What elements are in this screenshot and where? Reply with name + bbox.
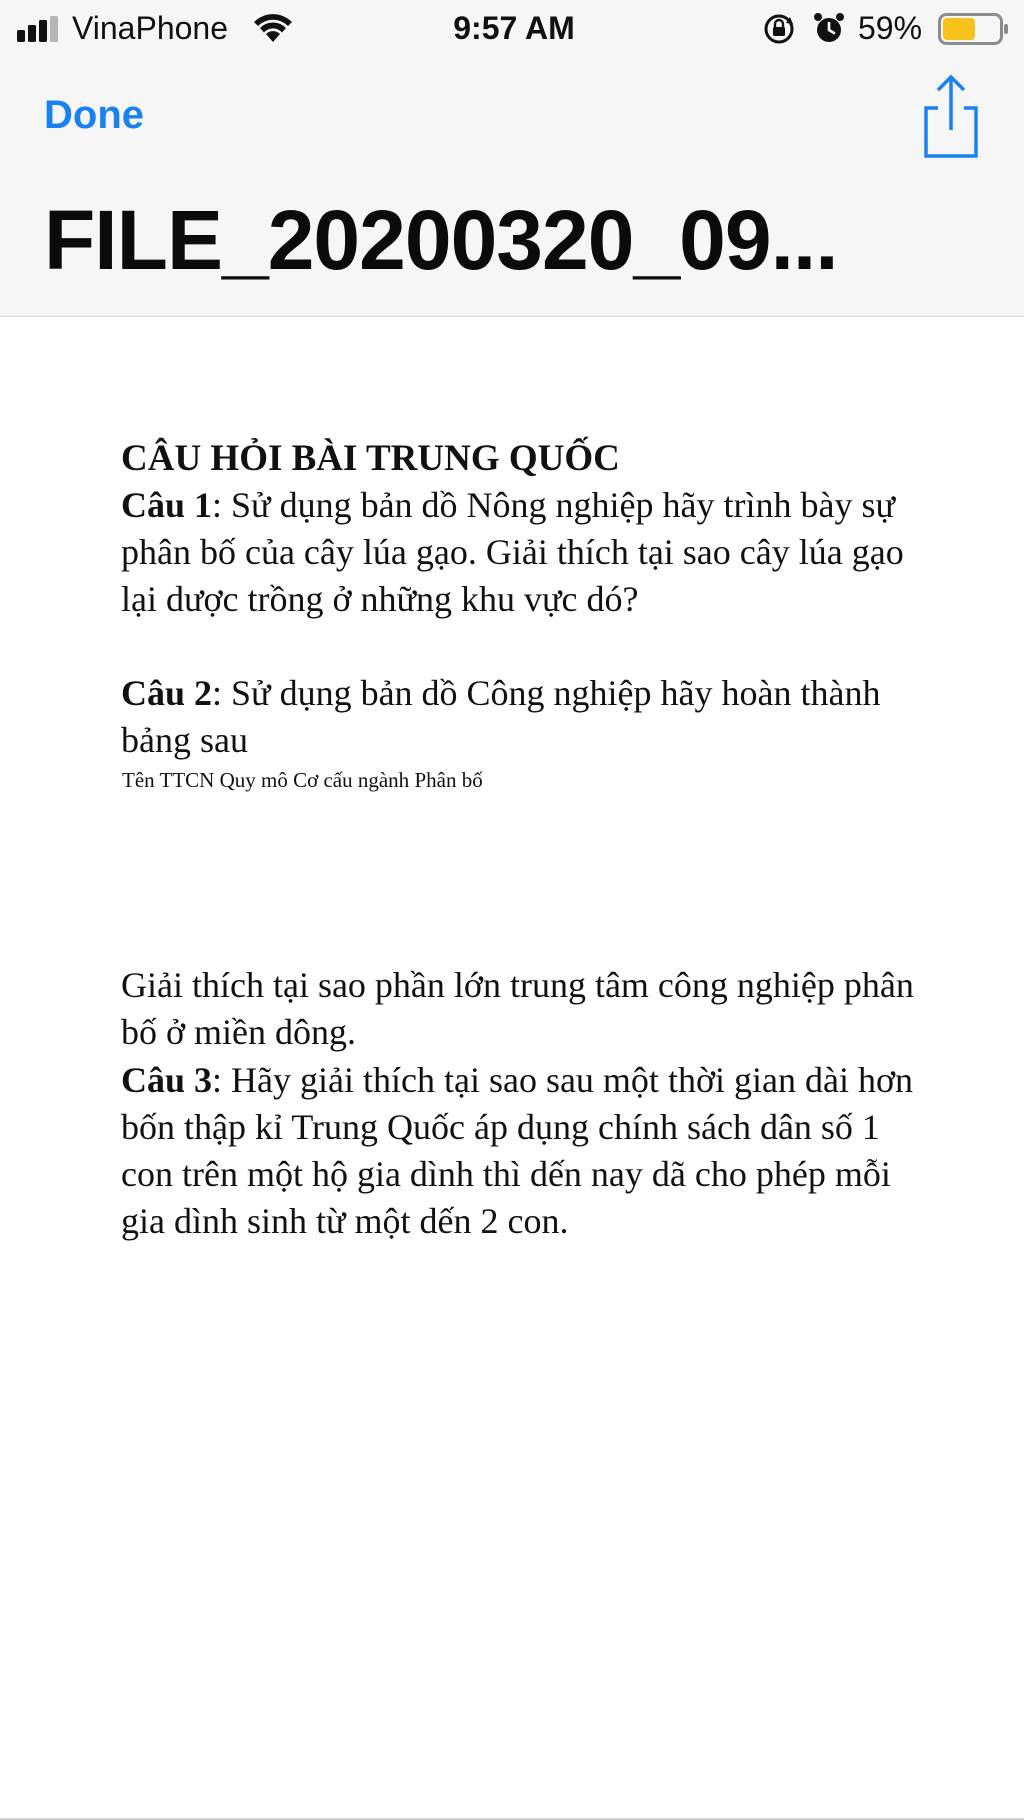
question-2-text: : Sử dụng bản dồ Công nghiệp hãy hoàn thành bảng sau bbox=[121, 673, 881, 760]
battery-percent: 59% bbox=[858, 10, 923, 46]
document-heading: CÂU HỎI BÀI TRUNG QUỐC bbox=[121, 438, 620, 479]
question-1 bbox=[121, 482, 921, 623]
question-2-followup: Giải thích tại sao phần lớn trung tâm công nghiệp phân bố ở miền dông. bbox=[121, 965, 914, 1052]
top-chrome bbox=[0, 0, 1024, 317]
question-3-label: Câu 3 bbox=[121, 1060, 213, 1100]
table-header-distribution: Phân bố bbox=[414, 768, 483, 792]
table-header-name: Tên TTCN bbox=[122, 768, 215, 792]
alarm-icon bbox=[812, 11, 846, 45]
share-icon[interactable] bbox=[918, 74, 984, 158]
wifi-icon bbox=[254, 13, 292, 43]
navigation-bar bbox=[0, 70, 1024, 170]
clock: 9:57 AM bbox=[453, 10, 575, 46]
battery-icon bbox=[938, 13, 1010, 45]
question-1-label: Câu 1 bbox=[121, 485, 213, 525]
table-header-row bbox=[122, 765, 483, 795]
table-header-structure: Cơ cấu ngành bbox=[293, 768, 410, 792]
done-button[interactable]: Done bbox=[44, 93, 144, 137]
carrier-name: VinaPhone bbox=[72, 10, 228, 46]
question-3-text: : Hãy giải thích tại sao sau một thời gian dài hơn bốn thập kỉ Trung Quốc áp dụng chính sách dân số 1 con trên một hộ gia dình thì dến nay dã cho phép mỗi gia dình sinh từ một dến 2 con. bbox=[121, 1060, 913, 1241]
table-header-scale: Quy mô bbox=[219, 768, 288, 792]
status-bar bbox=[0, 0, 1024, 56]
rotation-lock-icon bbox=[762, 12, 796, 46]
question-1-text: : Sử dụng bản dồ Nông nghiệp hãy trình bày sự phân bố của cây lúa gạo. Giải thích tại sao cây lúa gạo lại dược trồng ở những khu vực dó? bbox=[121, 485, 904, 619]
question-2-label: Câu 2 bbox=[121, 673, 213, 713]
question-3 bbox=[121, 1057, 921, 1245]
question-2 bbox=[121, 670, 921, 764]
document-page[interactable] bbox=[0, 317, 1024, 1820]
document-title: FILE_20200320_09... bbox=[44, 193, 838, 287]
signal-icon bbox=[17, 16, 61, 42]
